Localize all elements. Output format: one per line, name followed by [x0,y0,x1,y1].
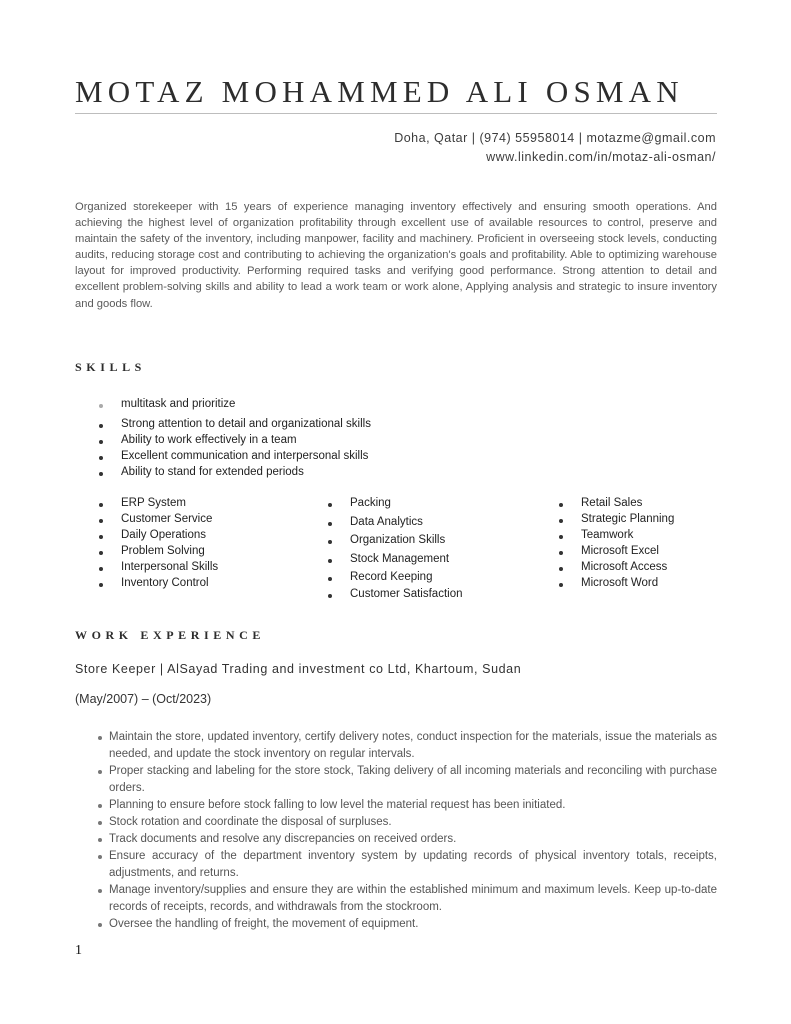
skill-item: Interpersonal Skills [97,561,218,577]
skill-item: Data Analytics [326,516,463,535]
skill-item: Daily Operations [97,529,218,545]
candidate-name: MOTAZ MOHAMMED ALI OSMAN [75,74,684,109]
skill-item: Inventory Control [97,577,218,593]
duty-item: Ensure accuracy of the department inventory system by updating records of physical inventory totals, receipts, adjustments, and returns. [96,848,717,882]
skill-item: Retail Sales [557,497,674,513]
duty-item: Maintain the store, updated inventory, certify delivery notes, conduct inspection for the materials, issue the materials as needed, and update the stock inventory on regular intervals. [96,729,717,763]
job-dates: (May/2007) – (Oct/2023) [75,692,212,706]
skill-item: Record Keeping [326,571,463,588]
skills-column-1 [97,497,218,593]
job-duties-list [96,729,717,933]
skill-item: Packing [326,497,463,516]
job-title: Store Keeper | AlSayad Trading and investment co Ltd, Khartoum, Sudan [75,662,522,676]
duty-item: Manage inventory/supplies and ensure they are within the established minimum and maximum levels. Keep up-to-date records of receipts, records, and withdrawals from the stockroom. [96,882,717,916]
skill-item: Problem Solving [97,545,218,561]
professional-summary: Organized storekeeper with 15 years of experience managing inventory effectively and ensuring smooth operations. And achieving the highest level of organization profitability through excellent use of available resources to control, preserve and maintain the safety of the inventory, including manpower, facility and machinery. Proficient in overseeing stock levels, conducting audits, reducing storage cost and contributing to achieving the organization's goals and profitability. Able to optimizing warehouse layout for improved productivity. Performing required tasks and verifying good performance. Strong attention to detail and excellent problem-solving skills and ability to lead a work team or work alone, Applying analysis and strategic to insure inventory and goods flow. [75,201,717,310]
skill-item: Customer Satisfaction [326,588,463,605]
header-divider [75,113,717,114]
duty-item: Track documents and resolve any discrepancies on received orders. [96,831,717,848]
linkedin-url: www.linkedin.com/in/motaz-ali-osman/ [486,150,716,164]
duty-item: Oversee the handling of freight, the movement of equipment. [96,916,717,933]
skills-list [97,398,371,482]
work-experience-heading: WORK EXPERIENCE [75,628,266,642]
skill-item: Ability to stand for extended periods [97,466,371,482]
duty-item: Proper stacking and labeling for the store stock, Taking delivery of all incoming materials and reconciling with purchase orders. [96,763,717,797]
skill-item: Organization Skills [326,534,463,553]
skill-item: Excellent communication and interpersonal skills [97,450,371,466]
skill-item: Ability to work effectively in a team [97,434,371,450]
skill-item: Strategic Planning [557,513,674,529]
skill-item: Stock Management [326,553,463,572]
skills-heading: SKILLS [75,360,146,374]
skill-item: Microsoft Excel [557,545,674,561]
duty-item: Planning to ensure before stock falling to low level the material request has been initiated. [96,797,717,814]
skill-item: multitask and prioritize [97,398,371,418]
skill-item: ERP System [97,497,218,513]
skill-item: Microsoft Word [557,577,674,593]
skills-column-2 [326,497,463,604]
contact-info: Doha, Qatar | (974) 55958014 | motazme@gmail.com [394,131,716,145]
skill-item: Microsoft Access [557,561,674,577]
skill-item: Customer Service [97,513,218,529]
skills-column-3 [557,497,674,593]
page-number: 1 [75,943,82,958]
skill-item: Strong attention to detail and organizational skills [97,418,371,434]
duty-item: Stock rotation and coordinate the disposal of surpluses. [96,814,717,831]
skill-item: Teamwork [557,529,674,545]
